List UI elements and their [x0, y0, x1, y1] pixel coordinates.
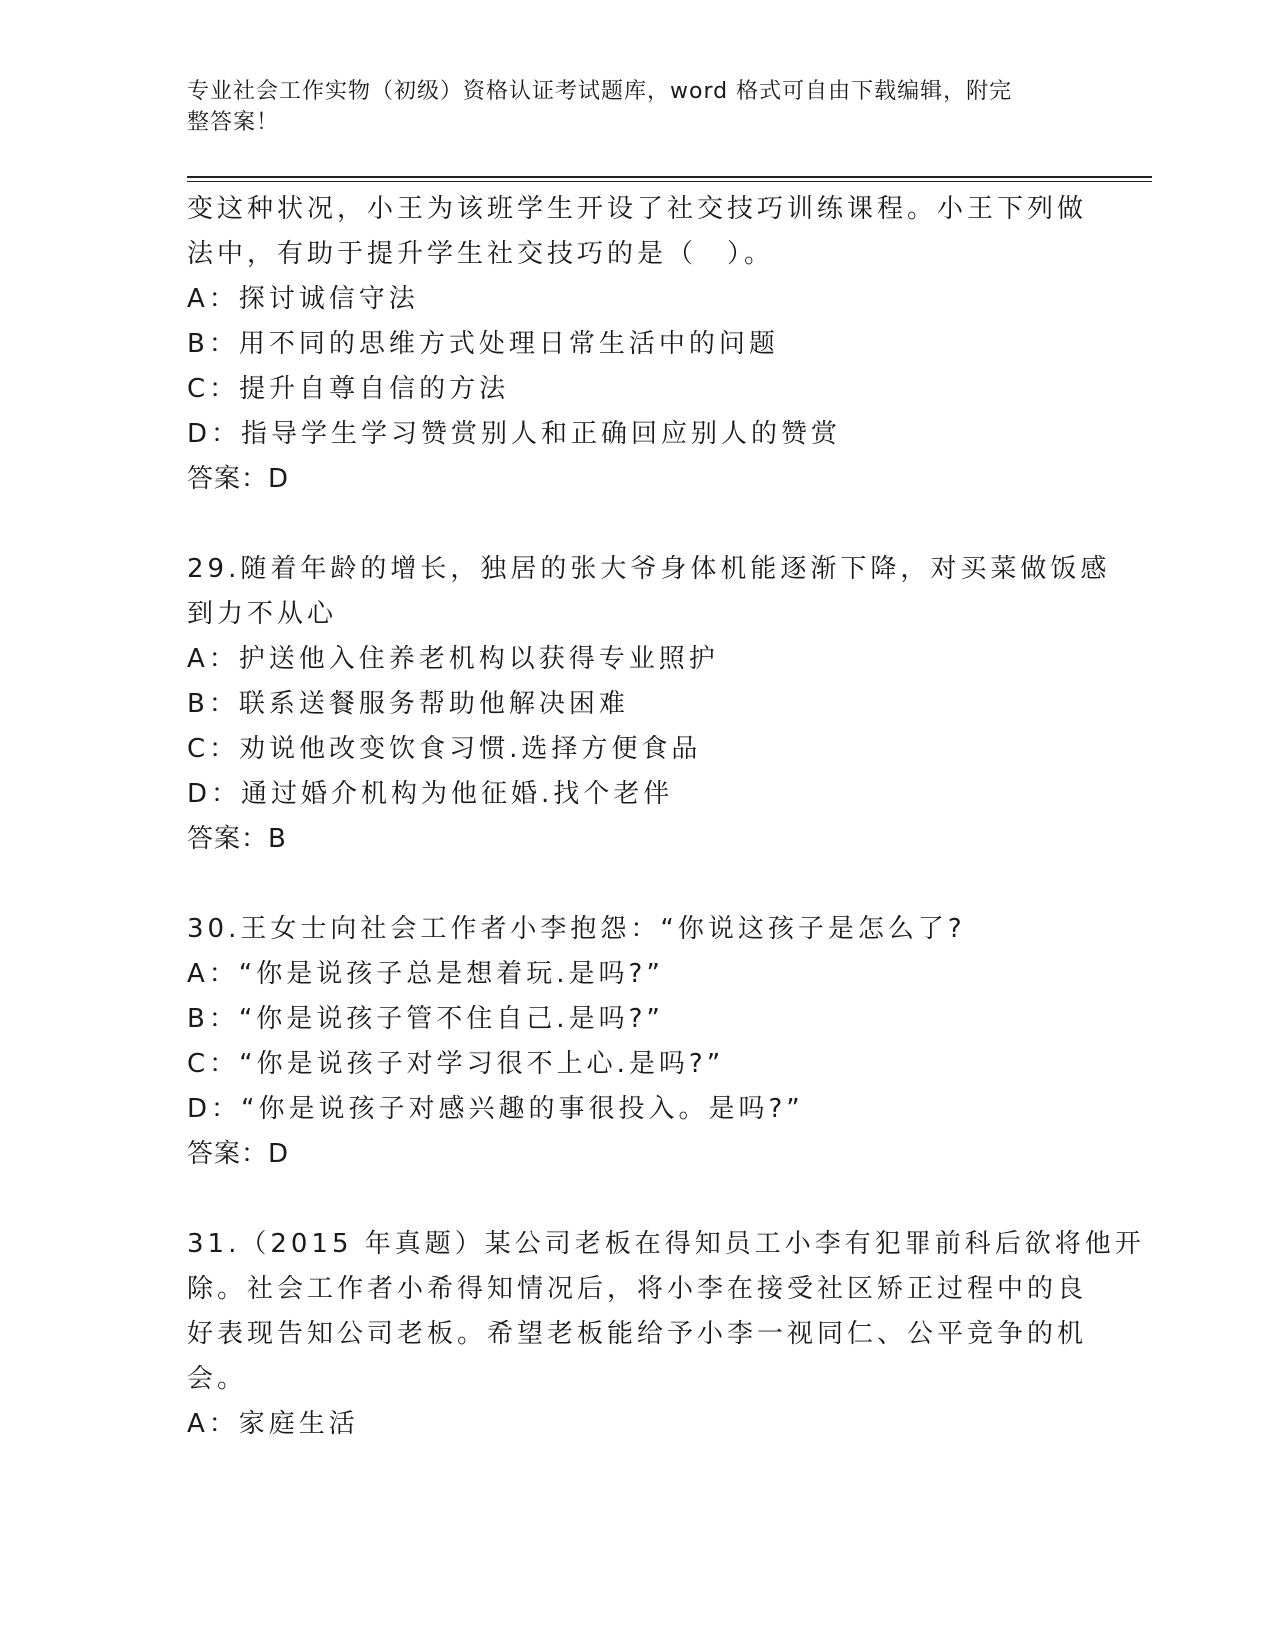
answer-line: 答案：B [187, 824, 287, 854]
option-b: B：联系送餐服务帮助他解决困难 [187, 689, 629, 719]
answer-line: 答案：D [187, 1139, 290, 1169]
option-b: B：用不同的思维方式处理日常生活中的问题 [187, 329, 779, 359]
question-text-line: 除。社会工作者小希得知情况后，将小李在接受社区矫正过程中的良 [187, 1274, 1088, 1304]
header-divider-thin [187, 181, 1152, 182]
option-c: C：劝说他改变饮食习惯.选择方便食品 [187, 734, 702, 764]
option-c: C：提升自尊自信的方法 [187, 374, 510, 404]
option-d: D：“你是说孩子对感兴趣的事很投入。是吗?” [187, 1094, 804, 1124]
question-28 [187, 187, 1087, 502]
page-header [187, 76, 1087, 138]
question-list [187, 187, 1145, 1447]
header-line-1: 专业社会工作实物（初级）资格认证考试题库，word 格式可自由下载编辑，附完 [187, 79, 1013, 104]
option-c: C：“你是说孩子对学习很不上心.是吗?” [187, 1049, 725, 1079]
question-text-line: 31.（2015 年真题）某公司老板在得知员工小李有犯罪前科后欲将他开 [187, 1229, 1145, 1259]
option-d: D：指导学生学习赞赏别人和正确回应别人的赞赏 [187, 419, 842, 449]
option-b: B：“你是说孩子管不住自己.是吗?” [187, 1004, 664, 1034]
question-text-line: 好表现告知公司老板。希望老板能给予小李一视同仁、公平竞争的机 [187, 1319, 1088, 1349]
header-divider [187, 176, 1152, 178]
spacer [187, 1177, 1087, 1222]
option-a: A：家庭生活 [187, 1409, 359, 1439]
option-a: A：护送他入住养老机构以获得专业照护 [187, 644, 719, 674]
question-29 [187, 547, 1111, 862]
question-text-line: 30.王女士向社会工作者小李抱怨：“你说这孩子是怎么了? [187, 914, 966, 944]
question-text-line: 变这种状况，小王为该班学生开设了社交技巧训练课程。小王下列做 [187, 194, 1088, 224]
question-30 [187, 907, 1087, 1177]
question-text-line: 法中，有助于提升学生社交技巧的是（ ）。 [187, 239, 775, 269]
question-31 [187, 1222, 1145, 1447]
option-a: A：探讨诚信守法 [187, 284, 419, 314]
header-line-2: 整答案！ [187, 110, 280, 135]
question-text-line: 到力不从心 [187, 599, 338, 629]
question-text-line: 会。 [187, 1364, 248, 1394]
answer-line: 答案：D [187, 464, 290, 494]
question-text-line: 29.随着年龄的增长，独居的张大爷身体机能逐渐下降，对买菜做饭感 [187, 554, 1111, 584]
option-d: D：通过婚介机构为他征婚.找个老伴 [187, 779, 674, 809]
spacer [187, 862, 1087, 907]
spacer [187, 502, 1087, 547]
option-a: A：“你是说孩子总是想着玩.是吗?” [187, 959, 664, 989]
